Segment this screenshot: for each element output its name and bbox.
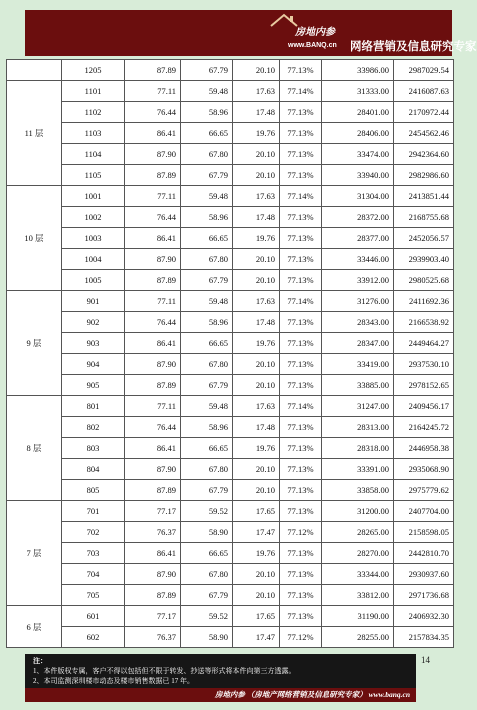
ratio-cell: 77.13% bbox=[280, 375, 322, 396]
price-cell: 28347.00 bbox=[322, 333, 394, 354]
unit-cell: 1001 bbox=[62, 186, 125, 207]
area-cell: 76.37 bbox=[125, 522, 181, 543]
price-cell: 31333.00 bbox=[322, 81, 394, 102]
ratio-cell: 77.13% bbox=[280, 123, 322, 144]
inner-area-cell: 66.65 bbox=[181, 123, 233, 144]
inner-area-cell: 58.90 bbox=[181, 627, 233, 648]
shared-area-cell: 17.47 bbox=[233, 627, 280, 648]
shared-area-cell: 19.76 bbox=[233, 438, 280, 459]
sales-table-container bbox=[6, 59, 454, 645]
price-cell: 33986.00 bbox=[322, 60, 394, 81]
table-row bbox=[7, 459, 454, 480]
total-cell: 2449464.27 bbox=[394, 333, 454, 354]
total-cell: 2452056.57 bbox=[394, 228, 454, 249]
total-cell: 2937530.10 bbox=[394, 354, 454, 375]
ratio-cell: 77.13% bbox=[280, 606, 322, 627]
inner-area-cell: 67.79 bbox=[181, 480, 233, 501]
unit-cell: 901 bbox=[62, 291, 125, 312]
ratio-cell: 77.13% bbox=[280, 543, 322, 564]
table-row bbox=[7, 81, 454, 102]
shared-area-cell: 19.76 bbox=[233, 543, 280, 564]
total-cell: 2164245.72 bbox=[394, 417, 454, 438]
price-cell: 33474.00 bbox=[322, 144, 394, 165]
area-cell: 76.44 bbox=[125, 102, 181, 123]
inner-area-cell: 59.52 bbox=[181, 606, 233, 627]
unit-cell: 601 bbox=[62, 606, 125, 627]
area-cell: 87.90 bbox=[125, 354, 181, 375]
inner-area-cell: 59.48 bbox=[181, 186, 233, 207]
area-cell: 76.37 bbox=[125, 627, 181, 648]
floor-label: 9 层 bbox=[7, 291, 62, 396]
area-cell: 76.44 bbox=[125, 207, 181, 228]
inner-area-cell: 59.48 bbox=[181, 291, 233, 312]
total-cell: 2939903.40 bbox=[394, 249, 454, 270]
price-cell: 31190.00 bbox=[322, 606, 394, 627]
shared-area-cell: 20.10 bbox=[233, 375, 280, 396]
ratio-cell: 77.13% bbox=[280, 480, 322, 501]
header-slogan: 网络营销及信息研究专家 bbox=[350, 41, 477, 53]
shared-area-cell: 17.63 bbox=[233, 396, 280, 417]
logo-text: 房地内参 bbox=[295, 27, 335, 38]
inner-area-cell: 58.96 bbox=[181, 102, 233, 123]
sales-table bbox=[6, 59, 454, 648]
table-row bbox=[7, 291, 454, 312]
unit-cell: 805 bbox=[62, 480, 125, 501]
ratio-cell: 77.13% bbox=[280, 249, 322, 270]
shared-area-cell: 20.10 bbox=[233, 585, 280, 606]
total-cell: 2406932.30 bbox=[394, 606, 454, 627]
ratio-cell: 77.13% bbox=[280, 459, 322, 480]
inner-area-cell: 67.80 bbox=[181, 144, 233, 165]
shared-area-cell: 20.10 bbox=[233, 144, 280, 165]
notes-title: 注： bbox=[33, 657, 47, 665]
unit-cell: 802 bbox=[62, 417, 125, 438]
inner-area-cell: 58.96 bbox=[181, 417, 233, 438]
ratio-cell: 77.13% bbox=[280, 417, 322, 438]
floor-label: 10 层 bbox=[7, 186, 62, 291]
area-cell: 77.11 bbox=[125, 81, 181, 102]
inner-area-cell: 67.79 bbox=[181, 585, 233, 606]
unit-cell: 1005 bbox=[62, 270, 125, 291]
area-cell: 76.44 bbox=[125, 417, 181, 438]
shared-area-cell: 17.65 bbox=[233, 501, 280, 522]
table-row bbox=[7, 375, 454, 396]
inner-area-cell: 58.96 bbox=[181, 207, 233, 228]
unit-cell: 1004 bbox=[62, 249, 125, 270]
table-row bbox=[7, 165, 454, 186]
unit-cell: 704 bbox=[62, 564, 125, 585]
floor-label: 8 层 bbox=[7, 396, 62, 501]
ratio-cell: 77.13% bbox=[280, 270, 322, 291]
price-cell: 28265.00 bbox=[322, 522, 394, 543]
price-cell: 28255.00 bbox=[322, 627, 394, 648]
unit-cell: 803 bbox=[62, 438, 125, 459]
shared-area-cell: 17.47 bbox=[233, 522, 280, 543]
table-row bbox=[7, 270, 454, 291]
shared-area-cell: 17.63 bbox=[233, 186, 280, 207]
area-cell: 77.17 bbox=[125, 501, 181, 522]
area-cell: 86.41 bbox=[125, 333, 181, 354]
table-row bbox=[7, 354, 454, 375]
total-cell: 2978152.65 bbox=[394, 375, 454, 396]
unit-cell: 705 bbox=[62, 585, 125, 606]
total-cell: 2442810.70 bbox=[394, 543, 454, 564]
area-cell: 77.11 bbox=[125, 291, 181, 312]
table-row bbox=[7, 501, 454, 522]
inner-area-cell: 67.80 bbox=[181, 249, 233, 270]
area-cell: 76.44 bbox=[125, 312, 181, 333]
inner-area-cell: 67.80 bbox=[181, 354, 233, 375]
table-row bbox=[7, 585, 454, 606]
area-cell: 87.89 bbox=[125, 270, 181, 291]
unit-cell: 701 bbox=[62, 501, 125, 522]
shared-area-cell: 20.10 bbox=[233, 459, 280, 480]
ratio-cell: 77.12% bbox=[280, 627, 322, 648]
ratio-cell: 77.13% bbox=[280, 564, 322, 585]
inner-area-cell: 67.79 bbox=[181, 165, 233, 186]
total-cell: 2454562.46 bbox=[394, 123, 454, 144]
price-cell: 33391.00 bbox=[322, 459, 394, 480]
shared-area-cell: 17.65 bbox=[233, 606, 280, 627]
total-cell: 2170972.44 bbox=[394, 102, 454, 123]
unit-cell: 804 bbox=[62, 459, 125, 480]
price-cell: 33858.00 bbox=[322, 480, 394, 501]
shared-area-cell: 17.48 bbox=[233, 102, 280, 123]
ratio-cell: 77.12% bbox=[280, 522, 322, 543]
note-1: 1、本件版权专属，客户不得以包括但不限于转发、抄送等形式将本件向第三方透露。 bbox=[33, 667, 296, 675]
total-cell: 2982986.60 bbox=[394, 165, 454, 186]
unit-cell: 801 bbox=[62, 396, 125, 417]
floor-label: 7 层 bbox=[7, 501, 62, 606]
inner-area-cell: 66.65 bbox=[181, 438, 233, 459]
table-row bbox=[7, 312, 454, 333]
footer-notes bbox=[33, 656, 296, 686]
shared-area-cell: 17.63 bbox=[233, 81, 280, 102]
area-cell: 86.41 bbox=[125, 228, 181, 249]
table-row bbox=[7, 564, 454, 585]
unit-cell: 1103 bbox=[62, 123, 125, 144]
table-row bbox=[7, 60, 454, 81]
shared-area-cell: 19.76 bbox=[233, 123, 280, 144]
area-cell: 87.89 bbox=[125, 585, 181, 606]
ratio-cell: 77.13% bbox=[280, 60, 322, 81]
price-cell: 28406.00 bbox=[322, 123, 394, 144]
price-cell: 33940.00 bbox=[322, 165, 394, 186]
unit-cell: 702 bbox=[62, 522, 125, 543]
total-cell: 2413851.44 bbox=[394, 186, 454, 207]
unit-cell: 1205 bbox=[62, 60, 125, 81]
shared-area-cell: 20.10 bbox=[233, 249, 280, 270]
table-row bbox=[7, 102, 454, 123]
price-cell: 28377.00 bbox=[322, 228, 394, 249]
total-cell: 2166538.92 bbox=[394, 312, 454, 333]
inner-area-cell: 66.65 bbox=[181, 543, 233, 564]
table-row bbox=[7, 123, 454, 144]
unit-cell: 905 bbox=[62, 375, 125, 396]
total-cell: 2935068.90 bbox=[394, 459, 454, 480]
area-cell: 77.11 bbox=[125, 186, 181, 207]
total-cell: 2942364.60 bbox=[394, 144, 454, 165]
total-cell: 2158598.05 bbox=[394, 522, 454, 543]
total-cell: 2409456.17 bbox=[394, 396, 454, 417]
table-row bbox=[7, 438, 454, 459]
page-header bbox=[25, 10, 477, 56]
shared-area-cell: 19.76 bbox=[233, 228, 280, 249]
price-cell: 31200.00 bbox=[322, 501, 394, 522]
shared-area-cell: 20.10 bbox=[233, 354, 280, 375]
price-cell: 28313.00 bbox=[322, 417, 394, 438]
ratio-cell: 77.13% bbox=[280, 333, 322, 354]
unit-cell: 1105 bbox=[62, 165, 125, 186]
price-cell: 31276.00 bbox=[322, 291, 394, 312]
ratio-cell: 77.14% bbox=[280, 291, 322, 312]
price-cell: 28372.00 bbox=[322, 207, 394, 228]
table-row bbox=[7, 144, 454, 165]
shared-area-cell: 20.10 bbox=[233, 564, 280, 585]
inner-area-cell: 59.52 bbox=[181, 501, 233, 522]
table-row bbox=[7, 606, 454, 627]
area-cell: 86.41 bbox=[125, 123, 181, 144]
price-cell: 28318.00 bbox=[322, 438, 394, 459]
logo-url: www.BANQ.cn bbox=[288, 42, 337, 49]
ratio-cell: 77.14% bbox=[280, 396, 322, 417]
price-cell: 28401.00 bbox=[322, 102, 394, 123]
total-cell: 2411692.36 bbox=[394, 291, 454, 312]
area-cell: 87.89 bbox=[125, 165, 181, 186]
table-row bbox=[7, 207, 454, 228]
area-cell: 77.17 bbox=[125, 606, 181, 627]
area-cell: 87.90 bbox=[125, 249, 181, 270]
total-cell: 2971736.68 bbox=[394, 585, 454, 606]
ratio-cell: 77.13% bbox=[280, 165, 322, 186]
total-cell: 2930937.60 bbox=[394, 564, 454, 585]
inner-area-cell: 66.65 bbox=[181, 228, 233, 249]
shared-area-cell: 20.10 bbox=[233, 480, 280, 501]
area-cell: 86.41 bbox=[125, 438, 181, 459]
total-cell: 2975779.62 bbox=[394, 480, 454, 501]
inner-area-cell: 59.48 bbox=[181, 396, 233, 417]
shared-area-cell: 17.48 bbox=[233, 417, 280, 438]
price-cell: 28270.00 bbox=[322, 543, 394, 564]
shared-area-cell: 17.63 bbox=[233, 291, 280, 312]
area-cell: 86.41 bbox=[125, 543, 181, 564]
table-row bbox=[7, 417, 454, 438]
page-number: 14 bbox=[421, 655, 430, 665]
price-cell: 33419.00 bbox=[322, 354, 394, 375]
area-cell: 87.90 bbox=[125, 144, 181, 165]
price-cell: 28343.00 bbox=[322, 312, 394, 333]
price-cell: 31247.00 bbox=[322, 396, 394, 417]
shared-area-cell: 20.10 bbox=[233, 60, 280, 81]
ratio-cell: 77.13% bbox=[280, 144, 322, 165]
price-cell: 33446.00 bbox=[322, 249, 394, 270]
page-footer bbox=[25, 654, 416, 702]
inner-area-cell: 67.80 bbox=[181, 564, 233, 585]
shared-area-cell: 17.48 bbox=[233, 207, 280, 228]
table-row bbox=[7, 249, 454, 270]
inner-area-cell: 67.79 bbox=[181, 375, 233, 396]
ratio-cell: 77.13% bbox=[280, 354, 322, 375]
inner-area-cell: 67.79 bbox=[181, 270, 233, 291]
footer-brand: 房地内参 （房地产网络营销及信息研究专家） www.banq.cn bbox=[25, 688, 416, 702]
unit-cell: 1104 bbox=[62, 144, 125, 165]
total-cell: 2157834.35 bbox=[394, 627, 454, 648]
unit-cell: 1101 bbox=[62, 81, 125, 102]
ratio-cell: 77.13% bbox=[280, 102, 322, 123]
shared-area-cell: 20.10 bbox=[233, 270, 280, 291]
table-row bbox=[7, 228, 454, 249]
total-cell: 2407704.00 bbox=[394, 501, 454, 522]
price-cell: 33812.00 bbox=[322, 585, 394, 606]
area-cell: 87.89 bbox=[125, 375, 181, 396]
unit-cell: 902 bbox=[62, 312, 125, 333]
ratio-cell: 77.13% bbox=[280, 228, 322, 249]
shared-area-cell: 19.76 bbox=[233, 333, 280, 354]
table-row bbox=[7, 333, 454, 354]
ratio-cell: 77.13% bbox=[280, 585, 322, 606]
table-row bbox=[7, 543, 454, 564]
unit-cell: 1003 bbox=[62, 228, 125, 249]
floor-label: 6 层 bbox=[7, 606, 62, 648]
ratio-cell: 77.13% bbox=[280, 312, 322, 333]
total-cell: 2416087.63 bbox=[394, 81, 454, 102]
ratio-cell: 77.14% bbox=[280, 81, 322, 102]
price-cell: 33912.00 bbox=[322, 270, 394, 291]
unit-cell: 1002 bbox=[62, 207, 125, 228]
inner-area-cell: 58.90 bbox=[181, 522, 233, 543]
area-cell: 87.90 bbox=[125, 459, 181, 480]
note-2: 2、本司监测深圳楼市动态及楼市销售数据已 17 年。 bbox=[33, 677, 194, 685]
unit-cell: 903 bbox=[62, 333, 125, 354]
total-cell: 2168755.68 bbox=[394, 207, 454, 228]
ratio-cell: 77.13% bbox=[280, 501, 322, 522]
unit-cell: 1102 bbox=[62, 102, 125, 123]
shared-area-cell: 17.48 bbox=[233, 312, 280, 333]
total-cell: 2446958.38 bbox=[394, 438, 454, 459]
unit-cell: 602 bbox=[62, 627, 125, 648]
table-row bbox=[7, 396, 454, 417]
area-cell: 87.89 bbox=[125, 480, 181, 501]
inner-area-cell: 67.80 bbox=[181, 459, 233, 480]
area-cell: 77.11 bbox=[125, 396, 181, 417]
area-cell: 87.89 bbox=[125, 60, 181, 81]
table-row bbox=[7, 522, 454, 543]
table-row bbox=[7, 480, 454, 501]
inner-area-cell: 66.65 bbox=[181, 333, 233, 354]
total-cell: 2980525.68 bbox=[394, 270, 454, 291]
table-row bbox=[7, 186, 454, 207]
unit-cell: 904 bbox=[62, 354, 125, 375]
table-row bbox=[7, 627, 454, 648]
price-cell: 33885.00 bbox=[322, 375, 394, 396]
ratio-cell: 77.14% bbox=[280, 186, 322, 207]
ratio-cell: 77.13% bbox=[280, 438, 322, 459]
total-cell: 2987029.54 bbox=[394, 60, 454, 81]
floor-label bbox=[7, 60, 62, 81]
inner-area-cell: 67.79 bbox=[181, 60, 233, 81]
inner-area-cell: 59.48 bbox=[181, 81, 233, 102]
inner-area-cell: 58.96 bbox=[181, 312, 233, 333]
unit-cell: 703 bbox=[62, 543, 125, 564]
price-cell: 33344.00 bbox=[322, 564, 394, 585]
floor-label: 11 层 bbox=[7, 81, 62, 186]
area-cell: 87.90 bbox=[125, 564, 181, 585]
shared-area-cell: 20.10 bbox=[233, 165, 280, 186]
ratio-cell: 77.13% bbox=[280, 207, 322, 228]
price-cell: 31304.00 bbox=[322, 186, 394, 207]
